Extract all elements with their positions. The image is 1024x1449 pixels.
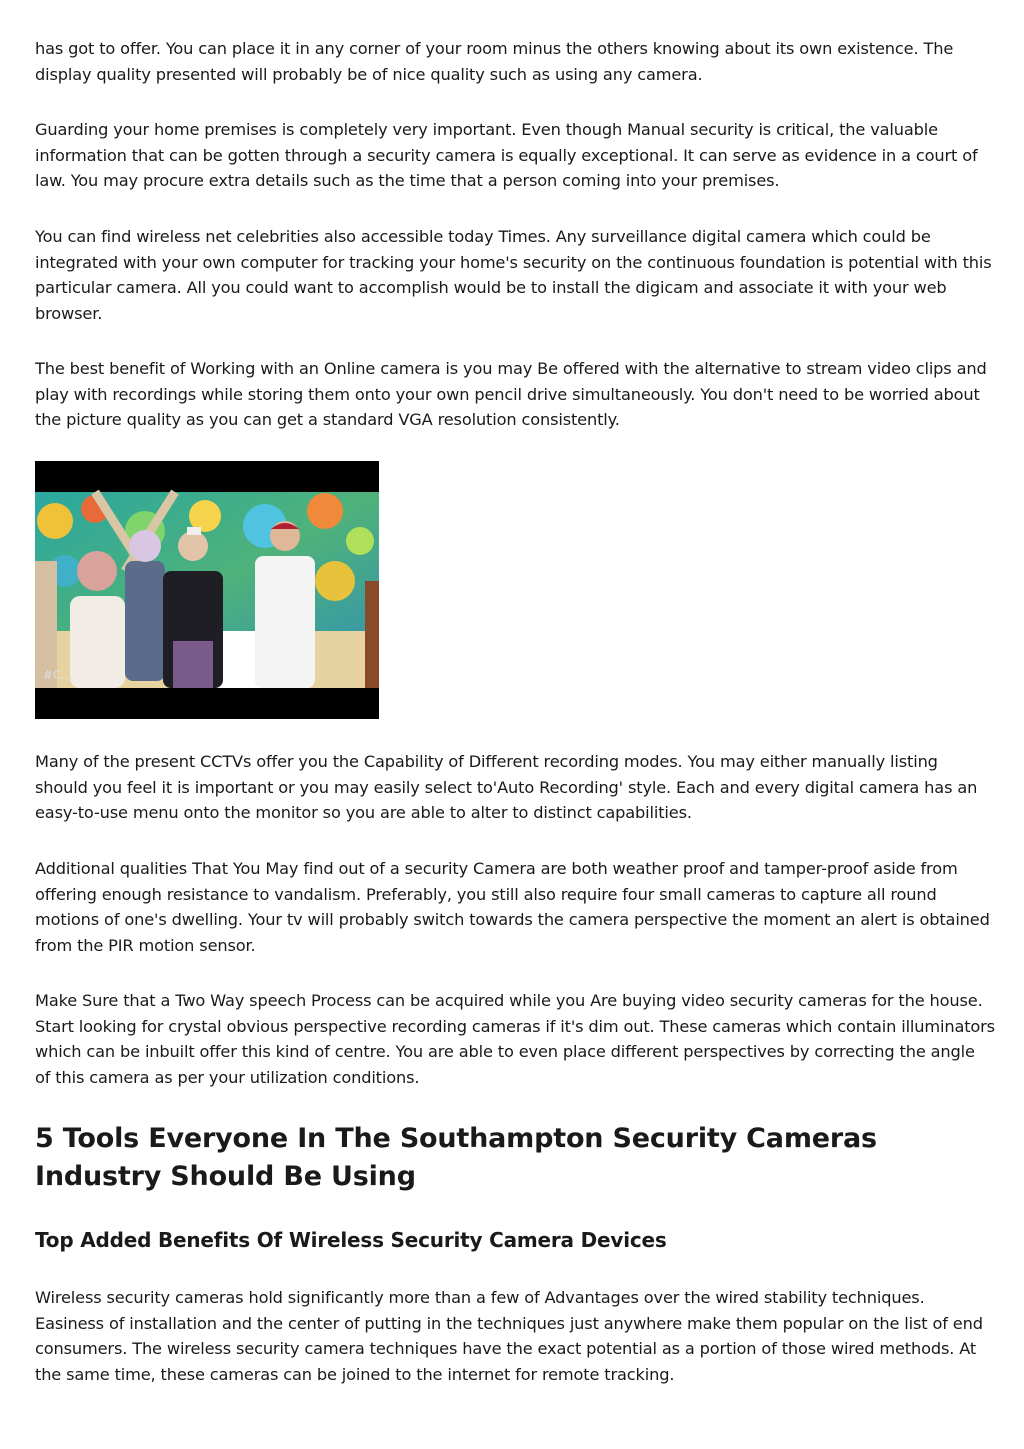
embedded-video-thumbnail[interactable] [35, 461, 379, 719]
video-watermark: #C... [43, 668, 73, 682]
paragraph-2: Guarding your home premises is completely very important. Even though Manual security is critical, the valuable information that can be gotten through a security camera is equally exceptional. It can serve as evidence in a court of law. You may procure extra details such as the time that a person coming into your premises. [35, 120, 978, 191]
section-heading: 5 Tools Everyone In The Southampton Security Cameras Industry Should Be Using [35, 1123, 877, 1192]
paragraph-6: Additional qualities That You May find out of a security Camera are both weather proof and tamper-proof aside from offering enough resistance to vandalism. Preferably, you still also require four small cameras to capture all round motions of one's dwelling. Your tv will probably switch towards the camera perspective the moment an alert is obtained from the PIR motion sensor. [35, 859, 990, 955]
paragraph-7: Make Sure that a Two Way speech Process can be acquired while you Are buying video security cameras for the house. Start looking for crystal obvious perspective recording cameras if it's dim out. These cameras which contain illuminators which can be inbuilt offer this kind of centre. You are able to even place different perspectives by correcting the angle of this camera as per your utilization conditions. [35, 991, 995, 1087]
paragraph-5: Many of the present CCTVs offer you the Capability of Different recording modes. You may either manually listing should you feel it is important or you may easily select to'Auto Recording' style. Each and every digital camera has an easy-to-use menu onto the monitor so you are able to alter to distinct capabilities. [35, 752, 978, 823]
paragraph-1: has got to offer. You can place it in any corner of your room minus the others knowing about its own existence. The display quality presented will probably be of nice quality such as using any camera. [35, 39, 954, 84]
video-frame-image [35, 461, 379, 719]
subsection-heading: Top Added Benefits Of Wireless Security Camera Devices [35, 1228, 667, 1252]
paragraph-8: Wireless security cameras hold significantly more than a few of Advantages over the wired stability techniques. Easiness of installation and the center of putting in the techniques just anywhere make them popular on the list of end consumers. The wireless security camera techniques have the exact potential as a portion of those wired methods. At the same time, these cameras can be joined to the internet for remote tracking. [35, 1288, 983, 1384]
paragraph-3: You can find wireless net celebrities also accessible today Times. Any surveillance digital camera which could be integrated with your own computer for tracking your home's security on the continuous foundation is potential with this particular camera. All you could want to accomplish would be to install the digicam and associate it with your web browser. [35, 227, 992, 323]
paragraph-4: The best benefit of Working with an Online camera is you may Be offered with the alternative to stream video clips and play with recordings while storing them onto your own pencil drive simultaneously. You don't need to be worried about the picture quality as you can get a standard VGA resolution consistently. [35, 359, 987, 430]
